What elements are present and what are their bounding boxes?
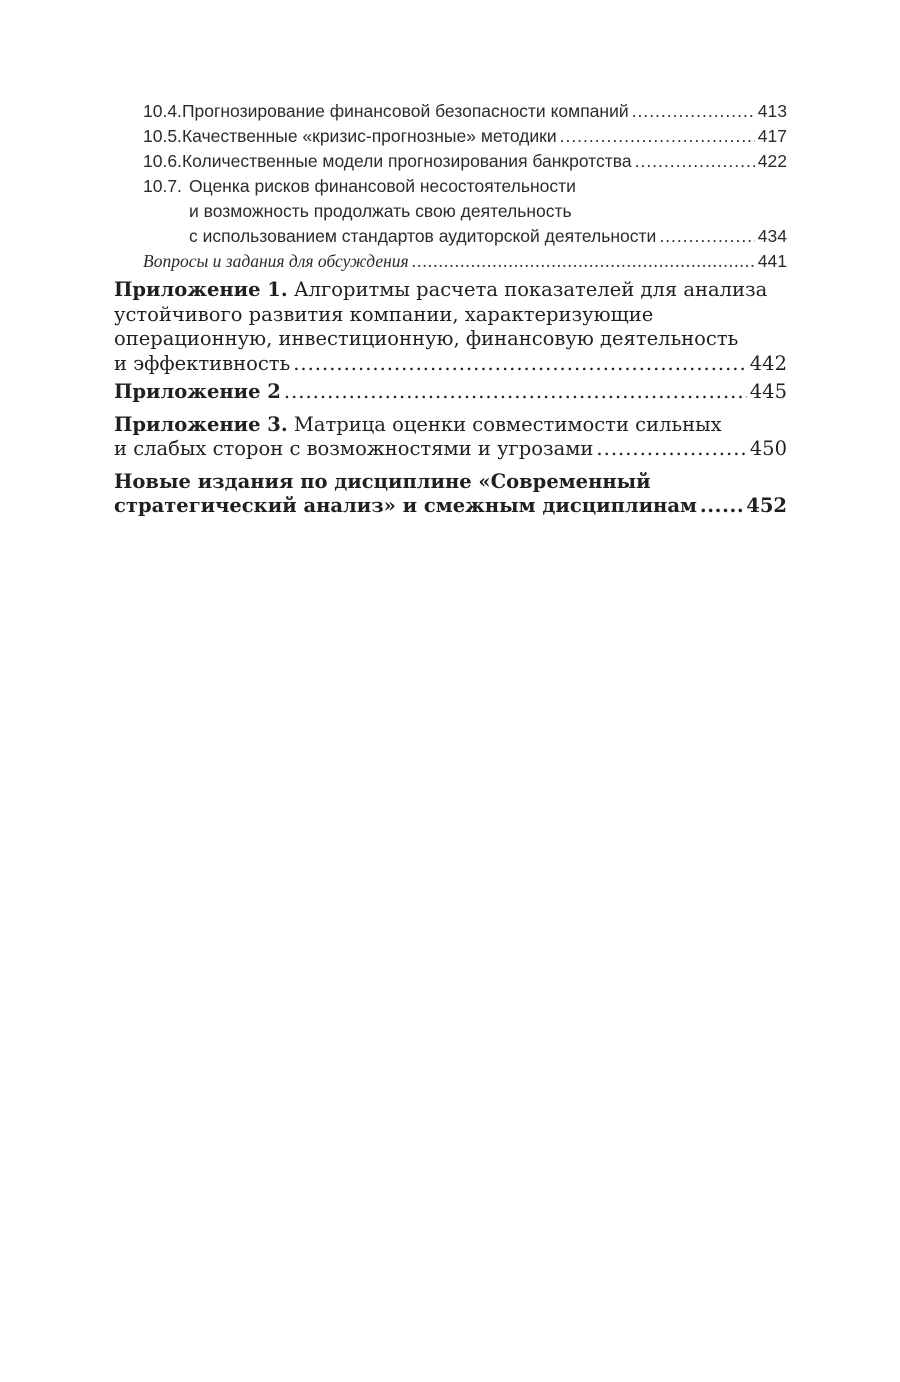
dot-leader (293, 352, 747, 377)
appendix-label: Приложение 3. (114, 412, 288, 436)
section-title: Прогнозирование финансовой безопасности компаний (181, 101, 629, 121)
dot-leader (635, 149, 755, 174)
toc-entry-10-5[interactable] (114, 124, 787, 149)
page-number: 450 (749, 437, 787, 460)
page-number: 422 (757, 151, 787, 171)
appendix-label: Приложение 2 (114, 380, 281, 403)
appendix-title-line-4: и эффективность (114, 351, 291, 375)
page-number: 413 (757, 101, 787, 121)
section-title-line-2: и возможность продолжать свою деятельность (189, 201, 572, 221)
appendix-title-line-3: операционную, инвестиционную, финансовую деятельность (114, 327, 739, 350)
page-number: 434 (757, 226, 787, 246)
section-number: 10.4. (143, 101, 182, 121)
toc-entry-appendix-1[interactable] (114, 278, 787, 376)
dot-leader (412, 249, 755, 274)
questions-title: Вопросы и задания для обсуждения (143, 251, 409, 271)
section-number: 10.5. (143, 126, 182, 146)
section-title-line-1: Оценка рисков финансовой несостоятельности (189, 176, 576, 196)
toc-entry-10-7[interactable] (114, 174, 787, 249)
section-title: Количественные модели прогнозирования банкротства (181, 151, 632, 171)
appendix-label: Приложение 1. (114, 278, 288, 301)
toc-entry-appendix-3[interactable] (114, 413, 787, 462)
toc-entry-appendix-2[interactable] (114, 380, 787, 405)
page-number: 452 (746, 494, 787, 517)
dot-leader (560, 124, 755, 149)
toc-entry-questions[interactable] (114, 249, 787, 274)
toc-entry-10-4[interactable] (114, 99, 787, 124)
dot-leader (632, 99, 755, 124)
page-number: 417 (757, 126, 787, 146)
toc-entry-10-6[interactable] (114, 149, 787, 174)
page-number: 442 (749, 351, 787, 375)
dot-leader (700, 494, 743, 519)
section-number: 10.7. (143, 176, 182, 196)
appendix-title-line-1: Алгоритмы расчета показателей для анализа (293, 278, 768, 301)
appendix-title-line-2: устойчивого развития компании, характеризующие (114, 302, 654, 326)
dot-leader (659, 224, 754, 249)
section-title: Качественные «кризис-прогнозные» методики (181, 126, 557, 146)
page-number: 445 (749, 380, 787, 403)
table-of-contents (114, 99, 787, 519)
appendix-title-line-2: и слабых сторон с возможностями и угрозами (114, 437, 594, 460)
section-title-line-3: с использованием стандартов аудиторской деятельности (189, 226, 657, 246)
appendix-title-line-1: Матрица оценки совместимости сильных (293, 412, 722, 436)
dot-leader (284, 380, 747, 405)
new-editions-title-line-1: Новые издания по дисциплине «Современный (114, 469, 651, 493)
toc-entry-new-editions[interactable] (114, 470, 787, 519)
dot-leader (596, 437, 746, 462)
page-number: 441 (757, 251, 787, 271)
section-number: 10.6. (143, 151, 182, 171)
new-editions-title-line-2: стратегический анализ» и смежным дисциплинам (114, 494, 697, 517)
